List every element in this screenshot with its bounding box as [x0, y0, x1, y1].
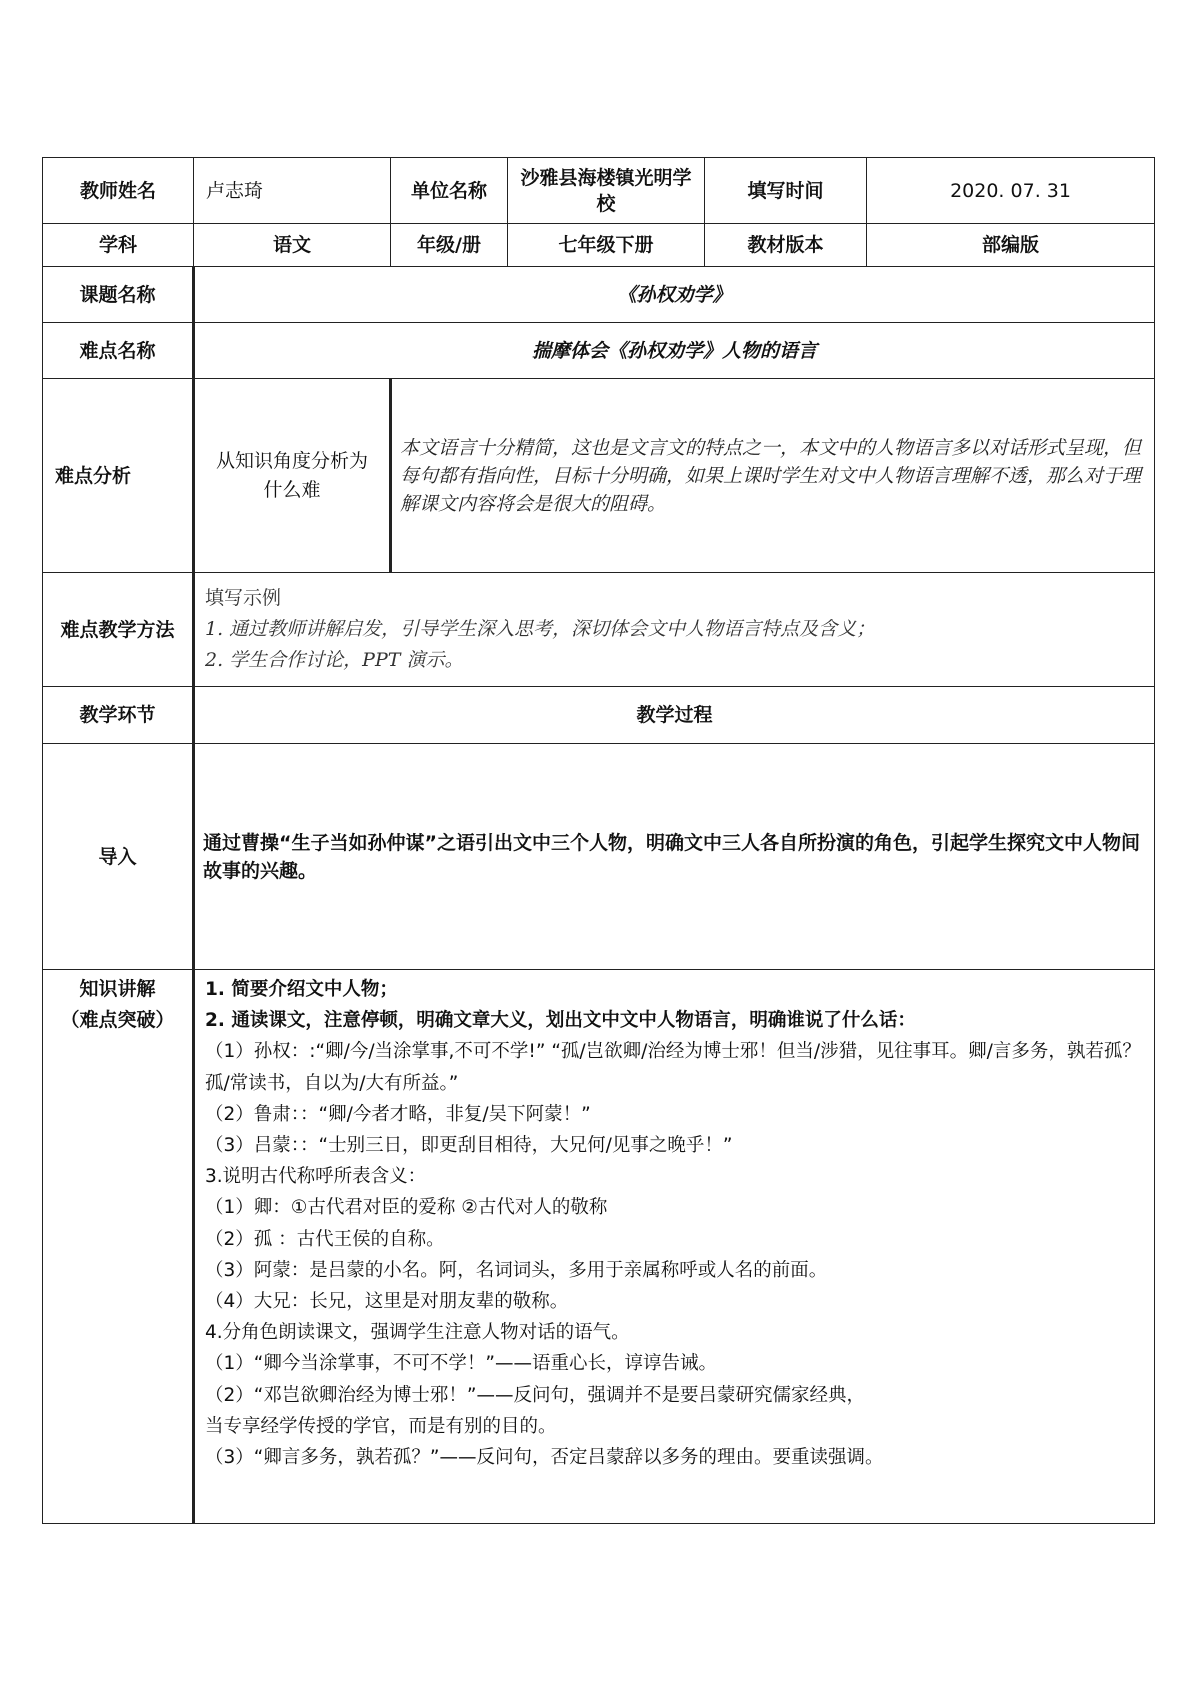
subject-value: 语文	[194, 224, 391, 267]
method-item: 1. 通过教师讲解启发，引导学生深入思考，深切体会文中人物语言特点及含义；	[205, 618, 876, 640]
topic-row	[43, 267, 1155, 323]
knowledge-label	[43, 970, 194, 1524]
knowledge-line: （4）大兄：长兄，这里是对朋友辈的敬称。	[205, 1291, 569, 1313]
knowledge-line: （1）“卿今当涂掌事，不可不学！”——语重心长，谆谆告诫。	[205, 1353, 717, 1375]
analysis-text: 本文语言十分精简，这也是文言文的特点之一，本文中的人物语言多以对话形式呈现，但每句都有指向性，目标十分明确，如果上课时学生对文中人物语言理解不透，那么对于理解课文内容将会是很大的阻碍。	[391, 379, 1155, 573]
knowledge-content	[194, 970, 1155, 1524]
difficulty-label: 难点名称	[43, 323, 194, 379]
unit-name-label: 单位名称	[391, 158, 508, 224]
knowledge-line: （1）孙权：:“卿/今/当涂掌事,不可不学!” “孤/岂欲卿/治经为博士邪！但当/涉猎，见往事耳。卿/言多务，孰若孤？孤/常读书，自以为/大有所益。”	[205, 1041, 1141, 1094]
fill-date-label: 填写时间	[705, 158, 867, 224]
knowledge-line: （1）卿：①古代君对臣的爱称 ②古代对人的敬称	[205, 1197, 608, 1219]
knowledge-line: （2）鲁肃：：“卿/今者才略，非复/吴下阿蒙！”	[205, 1103, 591, 1125]
process-label: 教学环节	[43, 687, 194, 744]
intro-label: 导入	[43, 744, 194, 970]
difficulty-value: 揣摩体会《孙权劝学》人物的语言	[194, 323, 1155, 379]
knowledge-row	[43, 970, 1155, 1524]
analysis-sublabel: 从知识角度分析为什么难	[194, 379, 391, 573]
edition-label: 教材版本	[705, 224, 867, 267]
method-item: 2. 学生合作讨论，PPT 演示。	[205, 649, 464, 671]
header-row-2	[43, 224, 1155, 267]
knowledge-line: （2）孤 ：古代王侯的自称。	[205, 1228, 445, 1250]
process-value: 教学过程	[194, 687, 1155, 744]
knowledge-label-line-2: （难点突破）	[60, 1009, 175, 1031]
knowledge-line: 4.分角色朗读课文，强调学生注意人物对话的语气。	[205, 1322, 630, 1344]
header-row-1	[43, 158, 1155, 224]
knowledge-line: 3.说明古代称呼所表含义：	[205, 1166, 427, 1188]
grade-label: 年级/册	[391, 224, 508, 267]
knowledge-line: 2. 通读课文，注意停顿，明确文章大义，划出文中文中人物语言，明确谁说了什么话：	[205, 1010, 916, 1032]
process-header-row	[43, 687, 1155, 744]
edition-value: 部编版	[867, 224, 1155, 267]
knowledge-line: （2）“邓岂欲卿治经为博士邪！”——反问句，强调并不是要吕蒙研究儒家经典，	[205, 1384, 865, 1406]
knowledge-line: （3）阿蒙：是吕蒙的小名。阿，名词词头，多用于亲属称呼或人名的前面。	[205, 1259, 828, 1281]
method-row	[43, 573, 1155, 687]
teacher-name-label: 教师姓名	[43, 158, 194, 224]
knowledge-line: （3）吕蒙：：“士别三日，即更刮目相待，大兄何/见事之晚乎！”	[205, 1135, 733, 1157]
analysis-label: 难点分析	[43, 379, 194, 573]
difficulty-row	[43, 323, 1155, 379]
grade-value: 七年级下册	[508, 224, 705, 267]
knowledge-line: 1. 简要介绍文中人物；	[205, 979, 398, 1000]
method-example-label: 填写示例	[205, 587, 282, 609]
method-label: 难点教学方法	[43, 573, 194, 687]
intro-row	[43, 744, 1155, 970]
method-content	[194, 573, 1155, 687]
fill-date-value: 2020. 07. 31	[867, 158, 1155, 224]
unit-name-value: 沙雅县海楼镇光明学校	[508, 158, 705, 224]
analysis-row	[43, 379, 1155, 573]
knowledge-label-line-1: 知识讲解	[79, 978, 156, 1000]
knowledge-line: 当专享经学传授的学官，而是有别的目的。	[205, 1415, 557, 1437]
topic-value: 《孙权劝学》	[194, 267, 1155, 323]
lesson-plan-table	[42, 157, 1155, 1524]
knowledge-line: （3）“卿言多务，孰若孤？”——反问句，否定吕蒙辞以多务的理由。要重读强调。	[205, 1447, 884, 1469]
topic-label: 课题名称	[43, 267, 194, 323]
teacher-name-value: 卢志琦	[194, 158, 391, 224]
intro-text: 通过曹操“生子当如孙仲谋”之语引出文中三个人物，明确文中三人各自所扮演的角色，引起学生探究文中人物间故事的兴趣。	[194, 744, 1155, 970]
subject-label: 学科	[43, 224, 194, 267]
